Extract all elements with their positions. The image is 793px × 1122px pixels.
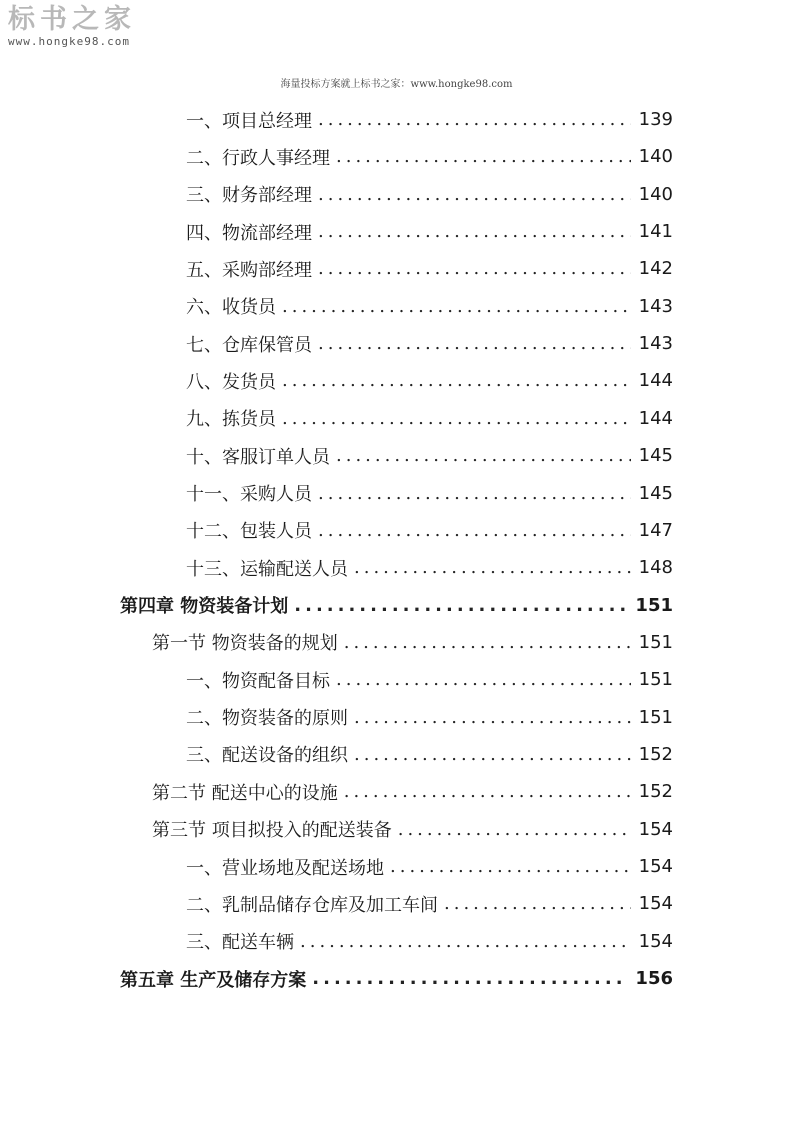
toc-page-number: 141 — [638, 221, 673, 243]
toc-chapter-entry[interactable] — [120, 587, 673, 624]
toc-dot-leader — [300, 931, 631, 952]
toc-subsection-entry[interactable] — [186, 362, 673, 399]
toc-subsection-entry[interactable] — [186, 549, 673, 586]
toc-subsection-entry[interactable] — [186, 325, 673, 362]
toc-subsection-entry[interactable] — [186, 699, 673, 736]
toc-subsection-entry[interactable] — [186, 288, 673, 325]
toc-page-number: 152 — [638, 781, 673, 803]
toc-dot-leader — [344, 632, 631, 653]
toc-page-number: 142 — [638, 258, 673, 280]
toc-dot-leader — [390, 856, 631, 877]
toc-entry-title: 十、客服订单人员 — [186, 446, 330, 468]
toc-entry-title: 三、配送车辆 — [186, 932, 294, 954]
toc-dot-leader — [312, 968, 627, 989]
toc-subsection-entry[interactable] — [186, 213, 673, 250]
toc-chapter-entry[interactable] — [120, 960, 673, 997]
toc-page-number: 154 — [638, 856, 673, 877]
toc-subsection-entry[interactable] — [186, 400, 673, 437]
toc-page-number: 148 — [638, 557, 673, 579]
toc-page-number: 145 — [638, 445, 673, 467]
toc-entry-title: 十二、包装人员 — [186, 521, 312, 543]
toc-subsection-entry[interactable] — [186, 176, 673, 213]
toc-dot-leader — [318, 221, 631, 242]
toc-dot-leader — [318, 333, 631, 354]
toc-dot-leader — [354, 744, 631, 765]
toc-entry-title: 第三节 项目拟投入的配送装备 — [152, 820, 392, 842]
toc-dot-leader — [354, 707, 631, 728]
toc-subsection-entry[interactable] — [186, 661, 673, 698]
toc-entry-title: 三、配送设备的组织 — [186, 745, 348, 767]
toc-entry-title: 一、营业场地及配送场地 — [186, 857, 384, 879]
logo-url: www.hongke98.com — [8, 35, 130, 48]
toc-page-number: 147 — [638, 519, 673, 541]
toc-page-number: 144 — [638, 370, 673, 392]
site-logo — [8, 4, 136, 48]
toc-page-number: 154 — [638, 818, 673, 840]
toc-section-entry[interactable] — [152, 811, 673, 848]
toc-dot-leader — [318, 520, 631, 541]
toc-dot-leader — [294, 595, 627, 616]
toc-entry-title: 第四章 物资装备计划 — [120, 596, 289, 618]
toc-entry-title: 第一节 物资装备的规划 — [152, 633, 338, 655]
toc-entry-title: 五、采购部经理 — [186, 259, 312, 281]
toc-dot-leader — [318, 184, 631, 205]
toc-page-number: 152 — [638, 743, 673, 765]
toc-subsection-entry[interactable] — [186, 848, 673, 885]
toc-entry-title: 四、物流部经理 — [186, 222, 312, 244]
toc-entry-title: 第五章 生产及储存方案 — [120, 969, 307, 991]
toc-page-number: 154 — [638, 893, 673, 915]
toc-subsection-entry[interactable] — [186, 250, 673, 287]
toc-dot-leader — [282, 370, 631, 391]
toc-entry-title: 二、物资装备的原则 — [186, 708, 348, 730]
toc-entry-title: 二、乳制品储存仓库及加工车间 — [186, 894, 438, 916]
toc-page-number: 143 — [638, 333, 673, 355]
toc-entry-title: 一、项目总经理 — [186, 110, 312, 132]
toc-section-entry[interactable] — [152, 624, 673, 661]
toc-page-number: 151 — [638, 669, 673, 691]
toc-subsection-entry[interactable] — [186, 885, 673, 922]
toc-entry-title: 十三、运输配送人员 — [186, 558, 348, 580]
toc-dot-leader — [282, 296, 631, 317]
toc-dot-leader — [354, 557, 631, 578]
toc-dot-leader — [444, 893, 631, 914]
toc-entry-title: 十一、采购人员 — [186, 484, 312, 505]
toc-page-number: 151 — [638, 706, 673, 728]
toc-dot-leader — [344, 781, 631, 802]
toc-entry-title: 九、拣货员 — [186, 409, 276, 431]
toc-dot-leader — [318, 483, 631, 504]
toc-page-number: 139 — [638, 109, 673, 130]
toc-page-number: 145 — [638, 482, 673, 504]
toc-dot-leader — [318, 258, 631, 279]
toc-section-entry[interactable] — [152, 773, 673, 810]
header-note: 海量投标方案就上标书之家：www.hongke98.com — [280, 79, 513, 90]
toc-entry-title: 八、发货员 — [186, 371, 276, 393]
toc-dot-leader — [336, 146, 631, 167]
toc-entry-title: 二、行政人事经理 — [186, 147, 330, 169]
toc-page-number: 144 — [638, 407, 673, 429]
toc-dot-leader — [398, 819, 631, 840]
toc-dot-leader — [336, 669, 631, 690]
toc-page-number: 156 — [635, 968, 673, 990]
toc-entry-title: 第二节 配送中心的设施 — [152, 782, 338, 804]
toc-page-number: 140 — [638, 183, 673, 205]
toc-dot-leader — [318, 109, 631, 130]
toc-subsection-entry[interactable] — [186, 475, 673, 512]
toc-entry-title: 七、仓库保管员 — [186, 334, 312, 356]
toc-subsection-entry[interactable] — [186, 923, 673, 960]
toc-subsection-entry[interactable] — [186, 736, 673, 773]
toc-entry-title: 六、收货员 — [186, 297, 276, 319]
logo-text: 标书之家 — [8, 4, 136, 35]
toc-subsection-entry[interactable] — [186, 437, 673, 474]
toc-page-number: 143 — [638, 295, 673, 317]
toc-subsection-entry[interactable] — [186, 512, 673, 549]
toc-subsection-entry[interactable] — [186, 138, 673, 175]
toc-dot-leader — [336, 445, 631, 466]
toc-subsection-entry[interactable] — [186, 101, 673, 138]
toc-page-number: 151 — [638, 631, 673, 653]
toc-page-number: 151 — [635, 594, 673, 616]
toc-dot-leader — [282, 408, 631, 429]
toc-entry-title: 一、物资配备目标 — [186, 670, 330, 692]
toc-page-number: 154 — [638, 930, 673, 952]
toc-page-number: 140 — [638, 146, 673, 168]
toc-entry-title: 三、财务部经理 — [186, 185, 312, 207]
